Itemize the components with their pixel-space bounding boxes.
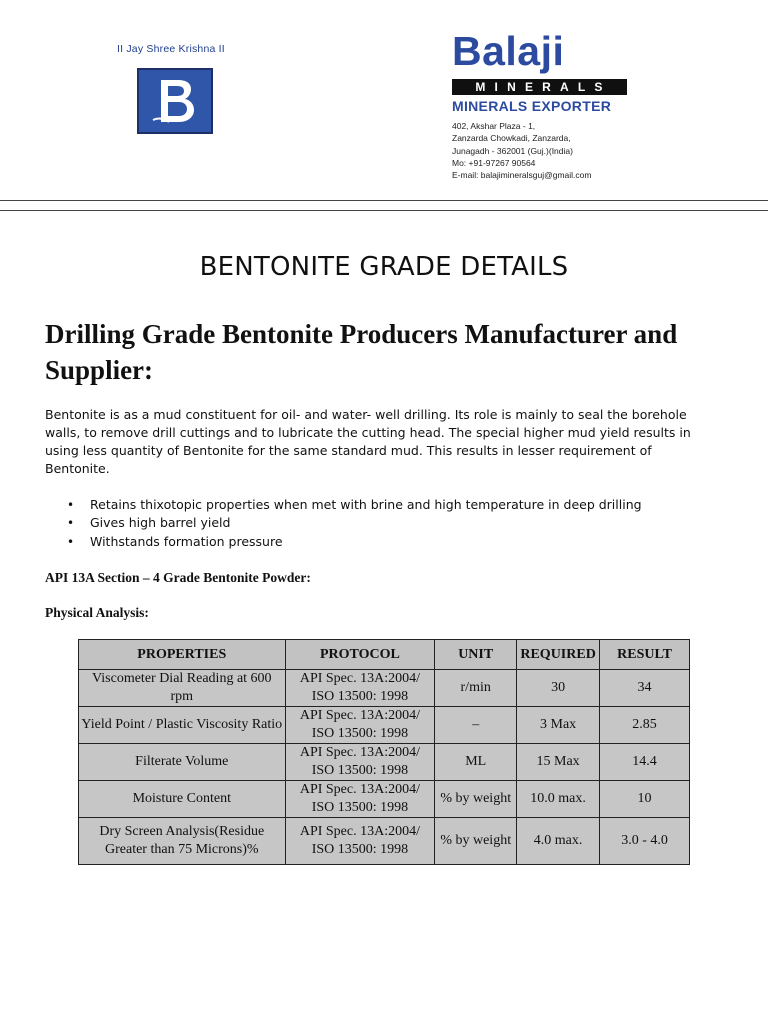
cell-required: 10.0 max. [517, 781, 600, 818]
api-heading: API 13A Section – 4 Grade Bentonite Powder: [45, 570, 311, 585]
brand-name: Balaji [452, 28, 565, 74]
logo-b-icon [139, 70, 211, 132]
section-title: Drilling Grade Bentonite Producers Manufacturer and Supplier: [45, 319, 678, 385]
cell-property: Filterate Volume [79, 744, 286, 781]
list-item-text: Retains thixotopic properties when met with brine and high temperature in deep drilling [90, 497, 642, 512]
table-row [79, 781, 690, 818]
cell-result: 14.4 [600, 744, 690, 781]
cell-protocol: API Spec. 13A:2004/ ISO 13500: 1998 [285, 744, 435, 781]
address-line: 402, Akshar Plaza - 1, [452, 121, 536, 131]
address-line: Junagadh - 362001 (Guj.)(India) [452, 145, 573, 156]
column-header-required: REQUIRED [517, 640, 600, 670]
list-item [67, 514, 642, 532]
table-row [79, 707, 690, 744]
physical-analysis-heading: Physical Analysis: [45, 605, 149, 620]
column-header-protocol: PROTOCOL [285, 640, 435, 670]
company-address [452, 120, 591, 181]
table-row [79, 818, 690, 865]
cell-unit: r/min [435, 670, 517, 707]
cell-unit: – [435, 707, 517, 744]
table-row [79, 744, 690, 781]
cell-result: 2.85 [600, 707, 690, 744]
cell-protocol: API Spec. 13A:2004/ ISO 13500: 1998 [285, 818, 435, 865]
company-logo [137, 68, 213, 134]
column-header-result: RESULT [600, 640, 690, 670]
table-header-row [79, 640, 690, 670]
cell-protocol: API Spec. 13A:2004/ ISO 13500: 1998 [285, 670, 435, 707]
brand-band: MINERALS [452, 79, 627, 95]
cell-protocol: API Spec. 13A:2004/ ISO 13500: 1998 [285, 707, 435, 744]
phone-line: Mo: +91-97267 90564 [452, 157, 536, 168]
cell-property: Dry Screen Analysis(Residue Greater than 75 Microns)% [79, 818, 286, 865]
brand-subtitle: MINERALS EXPORTER [452, 98, 612, 114]
cell-unit: % by weight [435, 781, 517, 818]
cell-required: 15 Max [517, 744, 600, 781]
bullet-icon: • [67, 498, 75, 512]
column-header-unit: UNIT [435, 640, 517, 670]
physical-analysis-table [78, 639, 690, 865]
document-title: BENTONITE GRADE DETAILS [199, 252, 569, 282]
intro-paragraph: Bentonite is as a mud constituent for oil- and water- well drilling. Its role is mainly to seal the borehole walls, to remove drill cuttings and to lubricate the cutting head. The special higher mud yield results in using less quantity of Bentonite for the same standard mud. This results in lesser requirement of Bentonite. [45, 407, 691, 476]
cell-required: 3 Max [517, 707, 600, 744]
email-line: E-mail: balajimineralsguj@gmail.com [452, 170, 592, 181]
bullet-icon: • [67, 516, 75, 531]
header-divider-top [0, 200, 768, 201]
cell-protocol: API Spec. 13A:2004/ ISO 13500: 1998 [285, 781, 435, 818]
column-header-properties: PROPERTIES [79, 640, 286, 670]
feature-list [67, 496, 642, 551]
header-tagline: II Jay Shree Krishna II [117, 43, 225, 55]
cell-result: 3.0 - 4.0 [600, 818, 690, 865]
cell-required: 30 [517, 670, 600, 707]
list-item-text: Withstands formation pressure [90, 533, 283, 549]
address-line: Zanzarda Chowkadi, Zanzarda, [452, 133, 571, 144]
cell-result: 10 [600, 781, 690, 818]
cell-property: Yield Point / Plastic Viscosity Ratio [79, 707, 286, 744]
cell-result: 34 [600, 670, 690, 707]
cell-required: 4.0 max. [517, 818, 600, 865]
header-divider-bottom [0, 210, 768, 211]
cell-unit: ML [435, 744, 517, 781]
list-item [67, 496, 642, 514]
list-item-text: Gives high barrel yield [90, 515, 231, 531]
list-item [67, 533, 642, 551]
table-row [79, 670, 690, 707]
cell-property: Moisture Content [79, 781, 286, 818]
bullet-icon: • [67, 534, 75, 549]
cell-property: Viscometer Dial Reading at 600 rpm [79, 670, 286, 707]
cell-unit: % by weight [435, 818, 517, 865]
